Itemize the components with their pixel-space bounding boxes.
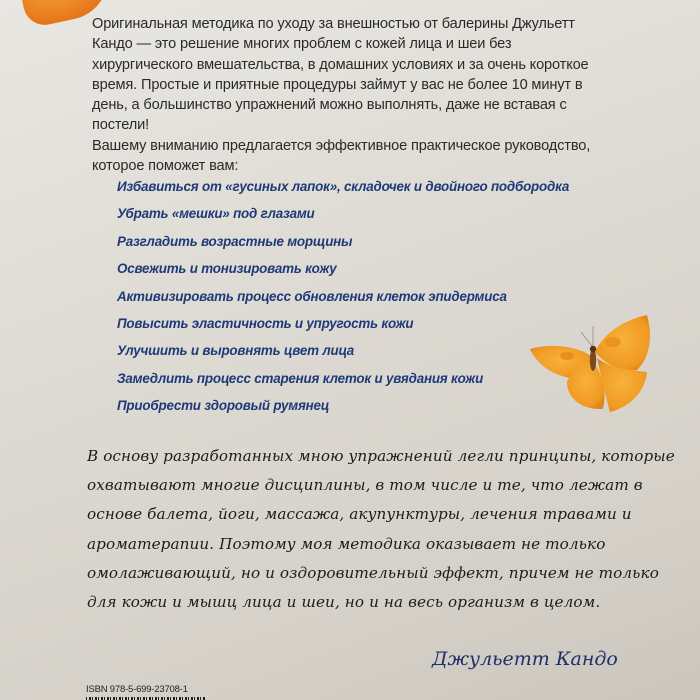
benefit-item: Приобрести здоровый румянец — [117, 398, 330, 414]
benefit-item: Замедлить процесс старения клеток и увядания кожи — [117, 370, 484, 386]
benefit-item: Повысить эластичность и упругость кожи — [117, 315, 414, 331]
benefit-item: Активизировать процесс обновления клеток эпидермиса — [117, 288, 507, 304]
author-signature: Джульетт Кандо — [432, 648, 618, 670]
benefit-item: Разгладить возрастные морщины — [117, 233, 353, 249]
benefits-list — [117, 177, 587, 424]
intro-paragraph-2: Вашему вниманию предлагается эффективное практическое руководство, которое поможет вам: — [92, 137, 591, 175]
intro-paragraph-1: Оригинальная методика по уходу за внешностью от балерины Джульетт Кандо — это решение многих проблем с кожей лица и шеи без хирургического вмешательства, в домашних условиях и за очень короткое время. Простые и приятные процедуры займут у вас не более 10 минут в день, а большинство упражнений можно выполнять, даже не вставая с постели! — [92, 16, 589, 134]
author-quote: В основу разработанных мною упражнений легли принципы, которые охватывают многие дисциплины, в том числе и те, что лежат в основе балета, йоги, массажа, акупунктуры, лечения травами и ароматерапии. Поэтому моя методика оказывает не только омолаживающий, но и оздоровительный эффект, причем не только для кожи и мышц лица и шеи, но и на весь организм в целом. — [87, 447, 675, 612]
isbn-label: ISBN 978-5-699-23708-1 — [86, 684, 188, 695]
benefit-item: Улучшить и выровнять цвет лица — [117, 343, 354, 359]
benefit-item: Освежить и тонизировать кожу — [117, 261, 337, 277]
benefit-item: Избавиться от «гусиных лапок», складочек и двойного подбородка — [117, 179, 570, 194]
butterfly-icon — [525, 312, 655, 422]
intro-text — [92, 14, 597, 176]
benefit-item: Убрать «мешки» под глазами — [117, 206, 315, 222]
